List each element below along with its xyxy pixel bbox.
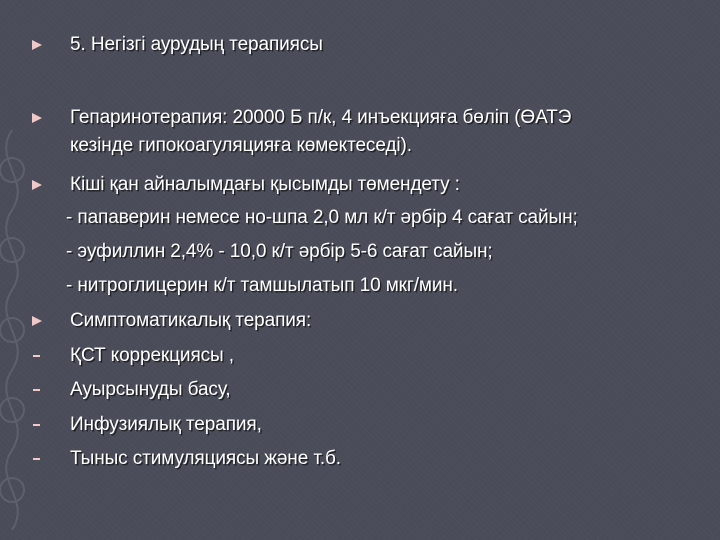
sub-item-papaverine: - папаверин немесе но-шпа 2,0 мл к/т әрбір 4 сағат сайын; <box>66 207 578 228</box>
sub-item-nitroglycerin: - нитроглицерин к/т тамшылатып 10 мкг/мин. <box>66 275 458 296</box>
dash-item-infusion: Инфузиялық терапия, <box>70 414 262 435</box>
arrow-icon <box>32 113 42 123</box>
dash-icon <box>33 424 40 426</box>
dash-item-pain: Ауырсынуды басу, <box>70 379 231 400</box>
list-item-pressure: Кіші қан айналымдағы қысымды төмендету : <box>70 174 460 195</box>
dash-item-respiratory: Тыныс стимуляциясы және т.б. <box>70 448 341 469</box>
dash-item-kst: ҚСТ коррекциясы , <box>70 345 234 366</box>
list-item-heparin-cont: кезінде гипокоагуляцияға көмектеседі). <box>70 135 412 156</box>
list-item-symptomatic: Симптоматикалық терапия: <box>70 310 312 331</box>
dash-icon <box>33 458 40 460</box>
arrow-icon <box>32 316 42 326</box>
arrow-icon <box>32 40 42 50</box>
dash-icon <box>33 389 40 391</box>
heading-main-therapy: 5. Негізгі аурудың терапиясы <box>70 34 323 55</box>
sub-item-euphylline: - эуфиллин 2,4% - 10,0 к/т әрбір 5-6 сағат сайын; <box>66 241 493 262</box>
dash-icon <box>33 355 40 357</box>
list-item-heparin: Гепаринотерапия: 20000 Б п/к, 4 инъекцияға бөліп (ӨАТЭ <box>70 107 572 128</box>
arrow-icon <box>32 180 42 190</box>
